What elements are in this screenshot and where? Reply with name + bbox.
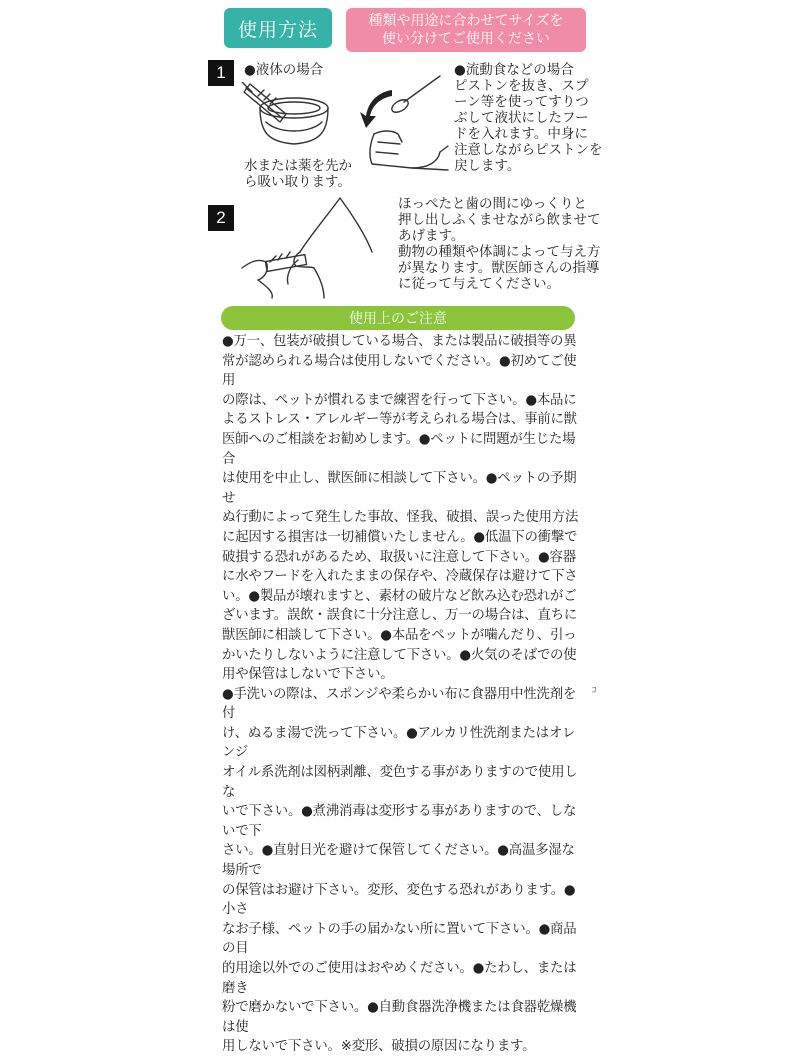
syringe-bowl-illustration: [238, 82, 338, 154]
caution-heading: 使用上のご注意: [221, 306, 575, 330]
liquid-case-label: ●液体の場合: [244, 62, 324, 78]
size-note-line1: 種類や用途に合わせてサイズを: [368, 13, 564, 29]
spoon-hand-illustration: [352, 72, 452, 182]
feeding-instructions: ほっぺたと歯の間にゆっくりと 押し出しふくませながら飲ませて あげます。 動物の種類や体調によって与え方 が異なります。獣医師さんの指導 に従って与えてください。: [398, 196, 601, 292]
step-1-badge: 1: [208, 60, 234, 86]
liquid-food-description: ●流動食などの場合 ピストンを抜き、スプ ーン等を使ってすりつ ぶして液状にしたフー ドを入れます。中身に 注意しながらピストンを 戻します。: [454, 62, 603, 174]
page-marker: ｺ: [592, 686, 597, 696]
caution-paragraph-2: ●手洗いの際は、スポンジや柔らかい布に食器用中性洗剤を付 け、ぬるま湯で洗って下さい。●アルカリ性洗剤またはオレンジ オイル系洗剤は図柄剥離、変色する事がありますので使用しな いで下さい。●煮沸消毒は変形する事がありますので、しないで下 さい。●直射日光を避けて保管してください。●高温多湿な場所で の保管はお避け下さい。変形、変色する恐れがあります。●小さ なお子様、ペットの手の届かない所に置いて下さい。●商品の目 的用途以外でのご使用はおやめください。●たわし、または磨き 粉で磨かないで下さい。●自動食器洗浄機または食器乾燥機は使 用しないで下さい。※変形、破損の原因になります。: [222, 686, 578, 1055]
size-note-banner: [346, 8, 586, 52]
caution-paragraph-1: ●万一、包装が破損している場合、または製品に破損等の異 常が認められる場合は使用しないでください。●初めてご使用 の際は、ペットが慣れるまで練習を行って下さい。●本品に よるストレス・アレルギー等が考えられる場合は、事前に獣 医師へのご相談をお勧めします。●ペットに問題が生じた場合 は使用を中止し、獣医師に相談して下さい。●ペットの予期せ ぬ行動によって発生した事故、怪我、破損、誤った使用方法 に起因する損害は一切補償いたしません。●低温下の衝撃で 破損する恐れがあるため、取扱いに注意して下さい。●容器 に水やフードを入れたままの保存や、冷蔵保存は避けて下さ い。●製品が壊れますと、素材の破片など飲み込む恐れがご ざいます。誤飲・誤食に十分注意し、万一の場合は、直ちに 獣医師に相談して下さい。●本品をペットが噛んだり、引っ かいたりしないように注意して下さい。●火気のそばでの使 用や保管はしないで下さい。: [222, 334, 579, 683]
liquid-case-description: 水または薬を先か ら吸い取ります。: [244, 158, 352, 190]
step-2-badge: 2: [208, 205, 234, 231]
caution-text: [222, 332, 584, 1057]
section-title-usage: 使用方法: [224, 8, 332, 48]
size-note-line2: 使い分けてご使用ください: [382, 31, 550, 47]
feeding-pet-illustration: [240, 196, 390, 300]
